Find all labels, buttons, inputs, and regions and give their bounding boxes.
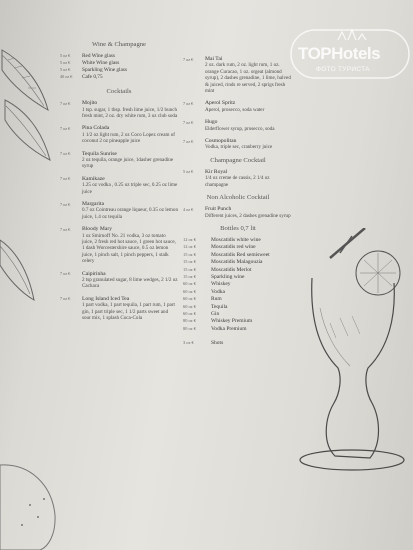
list-item <box>183 267 293 273</box>
item-description: Vodka, triple sec, cranberry juice <box>205 144 273 151</box>
price: 7 oz € <box>60 296 71 302</box>
list-item <box>183 206 293 219</box>
item-description: 1/4 oz creme de cassis, 2 1/4 oz champagne <box>205 175 270 188</box>
item-name: Tequila Sunrise <box>82 150 117 157</box>
list-item <box>183 119 293 132</box>
price: 7 oz € <box>60 100 71 106</box>
item-description: 1 oz Smirnoff No. 21 vodka, 3 oz tomato juice, 2 fresh red hot sauce, 1 green hot sauce, 1 dash Worcestershire sauce, 0.5 oz lemon juice, 1 pinch salt, 1 pinch peppers, 1 stalk celery <box>82 232 176 265</box>
item-description: 1 1/2 oz light rum, 2 oz Coco Lopez cream of coconut 2 oz pineapple juice <box>82 131 175 145</box>
item-description: 2 oz tequila, orange juice, 1dasher grenadine syrup <box>82 156 174 170</box>
item-description: 0.7 oz Cointreau orange liqueur, 0.35 oz lemon juice, 1.4 oz tequila <box>82 207 178 220</box>
item-name: Shots <box>211 340 224 347</box>
item-name: Gin <box>211 310 220 317</box>
item-name: Moscatidis red wine <box>211 244 256 251</box>
cocktail-glass-illustration <box>290 228 413 478</box>
price: 5 oz € <box>60 53 71 58</box>
champagne-cocktail-title: Champagne Cocktail <box>210 156 266 164</box>
item-name: Kir Royal <box>205 168 228 175</box>
price: 7 oz € <box>60 125 71 131</box>
item-name: Tequila <box>211 303 228 310</box>
list-item <box>60 53 178 59</box>
non-alcoholic-title: Non Alcoholic Cocktail <box>206 194 270 202</box>
list-item <box>183 252 293 258</box>
item-name: Aperol Spritz <box>205 100 236 107</box>
item-name: Rum <box>211 296 222 303</box>
item-name: Kamikaze <box>82 175 105 182</box>
price: 7 oz € <box>60 151 71 157</box>
cocktails-section-title: Cocktails <box>106 88 132 96</box>
list-item <box>60 151 178 170</box>
list-item <box>183 244 293 250</box>
item-name: Moscatidis white wine <box>211 236 261 243</box>
list-item <box>183 56 293 94</box>
price: 7 oz € <box>183 100 194 106</box>
list-item <box>60 125 178 144</box>
price: 7 oz € <box>183 119 194 125</box>
list-item <box>60 60 178 66</box>
watermark-brand: TOPHotels <box>298 44 381 63</box>
item-name: Red Wine glass <box>82 53 115 59</box>
list-item <box>60 201 178 220</box>
price: 60 oz € <box>183 310 196 316</box>
item-name: Cafe 0,75 <box>82 73 103 80</box>
price: 7 oz € <box>60 201 71 207</box>
list-item <box>183 289 293 295</box>
list-item <box>60 74 178 80</box>
item-name: Vodka <box>211 288 225 295</box>
item-name: Cosmopolitan <box>205 138 237 145</box>
price: 7 oz € <box>60 271 71 277</box>
list-item <box>183 138 293 151</box>
item-description: 1.25 oz vodka , 0.25 oz triple sec, 0.25 oz lime juice <box>82 182 178 195</box>
list-item <box>183 318 293 324</box>
item-description: Different juices, 2 dashes grenadine syrup <box>205 212 291 219</box>
list-item <box>183 274 293 280</box>
list-item <box>60 67 178 73</box>
bottles-title: Bottles 0,7 lit <box>220 224 256 232</box>
price: 60 oz € <box>183 281 196 287</box>
list-item <box>183 296 293 302</box>
right-column <box>183 56 293 348</box>
item-description: 1 part vodka, 1 part tequila, 1 part rum, 1 part gin, 1 part triple sec, 1 1/2 parts sweet and sour mix, 1 splash Coca-Cola <box>82 302 175 322</box>
list-item <box>60 100 178 119</box>
price: 80 oz € <box>183 325 196 331</box>
list-item <box>183 304 293 310</box>
list-item <box>183 259 293 265</box>
watermark-tagline: ФОТО ТУРИСТА <box>316 66 370 73</box>
list-item <box>60 176 178 195</box>
price: 15 oz € <box>183 266 196 272</box>
item-name: Whiskey Premium <box>211 318 253 325</box>
item-name: Caipirinha <box>82 270 106 277</box>
price: 5 oz € <box>60 59 71 65</box>
price: 15 oz € <box>183 273 196 279</box>
leaf-illustration-top <box>0 30 60 170</box>
list-item <box>60 226 178 264</box>
item-name: Moscatidis Malagouzia <box>211 259 263 266</box>
price: 7 oz € <box>60 226 71 232</box>
item-name: Fruit Punch <box>205 206 232 213</box>
item-description: Elderflower syrup, prosecco, soda <box>205 125 275 132</box>
item-description: 1 tsp. sugar, 1 tbsp. fresh lime juice, 1/2 bunch fresh mint, 2 oz. dry white rum, 3 oz club soda <box>82 106 178 119</box>
list-item <box>60 296 178 322</box>
watermark-logo <box>290 22 410 82</box>
item-name: Bloody Mary <box>82 226 112 233</box>
price: 60 oz € <box>183 296 196 302</box>
price: 5 oz € <box>60 66 71 72</box>
list-item <box>183 237 293 243</box>
price: 80 oz € <box>183 318 196 324</box>
item-name: Sparkling Wine glass <box>82 66 128 73</box>
item-name: Moscatidis Red semisweet <box>211 251 270 258</box>
price: 3 oz € <box>183 340 194 346</box>
price: 40 oz € <box>60 73 73 79</box>
wine-list <box>60 53 178 80</box>
item-name: Pina Colada <box>82 125 110 132</box>
item-name: Long Island Iced Tea <box>82 295 130 302</box>
list-item <box>183 311 293 317</box>
item-name: Hugo <box>205 119 218 126</box>
list-item <box>183 281 293 287</box>
item-name: White Wine glass <box>82 59 120 66</box>
item-name: Moscatidis Merlot <box>211 266 252 273</box>
price: 15 oz € <box>183 259 196 265</box>
item-description: 2 oz. dark rum, 2 oz. light rum, 1 oz. orange Curacao, 1 oz. orgeat (almond syrup), 2 dashes grenadine, 1 lime, halved & juiced, rinds re served, 2 sprigs fresh mint <box>205 62 291 95</box>
bottles-list <box>183 237 293 332</box>
price: 60 oz € <box>183 303 196 309</box>
wine-section-title: Wine & Champagne <box>92 41 146 48</box>
item-name: Vodka Premium <box>211 325 247 332</box>
list-item <box>183 326 293 332</box>
price: 12 oz € <box>183 244 196 250</box>
list-item <box>60 271 178 290</box>
item-description: Aperol, prosecco, soda water <box>205 106 265 113</box>
price: 7 oz € <box>183 138 194 144</box>
item-description: 2 tsp granulated sugar, 8 lime wedges, 2 1/2 oz Cachaca <box>82 277 178 290</box>
price: 4 oz € <box>183 206 194 212</box>
item-name: Mojito <box>82 100 98 107</box>
item-name: Mai Tai <box>205 56 223 62</box>
list-item <box>183 100 293 113</box>
leaf-illustration-left <box>0 230 40 320</box>
left-column <box>60 38 178 328</box>
price: 12 oz € <box>183 236 196 242</box>
shots-row <box>183 340 293 346</box>
price: 60 oz € <box>183 288 196 294</box>
price: 5 oz € <box>183 169 194 175</box>
price: 7 oz € <box>60 176 71 182</box>
price: 7 oz € <box>183 56 194 62</box>
item-name: Whiskey <box>211 281 231 288</box>
item-name: Margarita <box>82 201 104 207</box>
item-name: Sparkling wine <box>211 273 245 280</box>
price: 15 oz € <box>183 251 196 257</box>
list-item <box>183 169 293 188</box>
fruit-illustration <box>0 455 60 550</box>
